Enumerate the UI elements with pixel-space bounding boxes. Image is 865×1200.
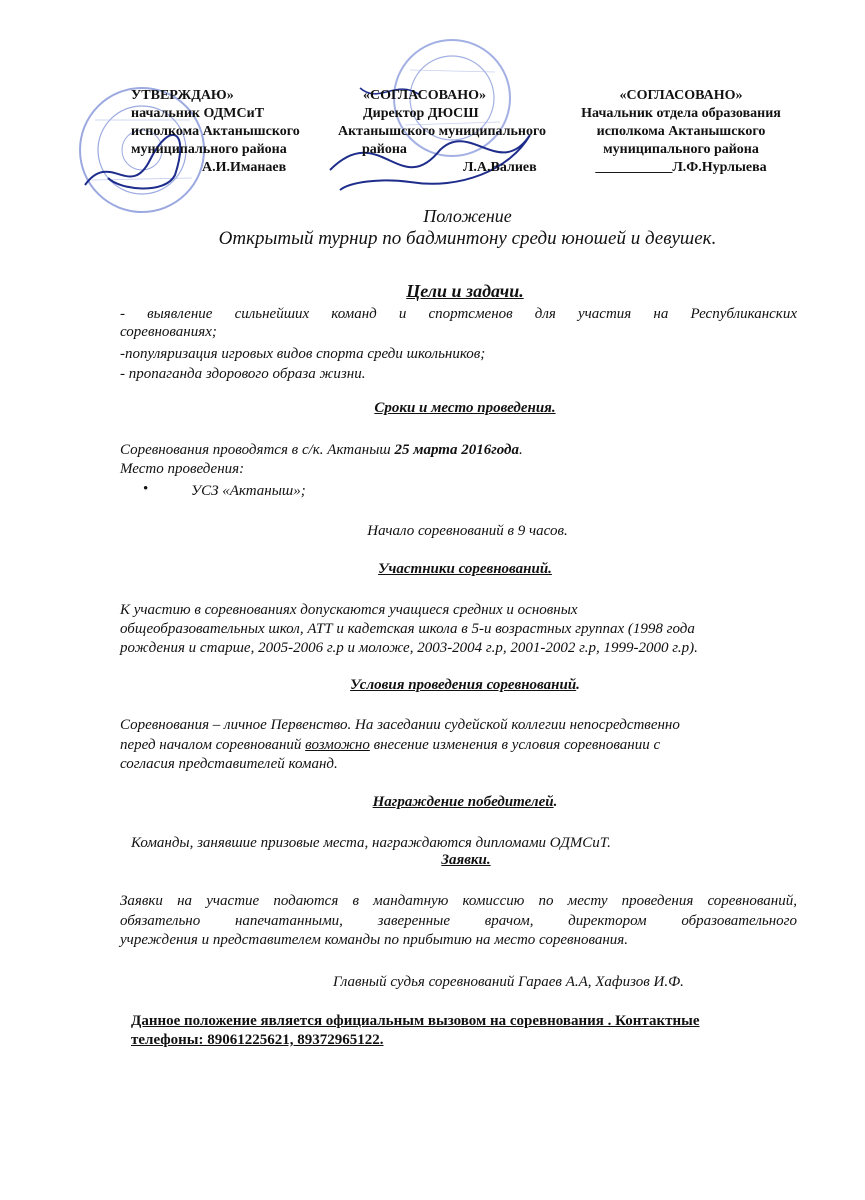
conditions-line-3: согласия представителей команд.: [120, 756, 338, 772]
participants-line-2: общеобразовательных школ, АТТ и кадетская школа в 5-и возрастных группах (1998 года: [120, 621, 695, 637]
awards-heading-wrap: [0, 794, 865, 811]
document-title: Положение: [423, 206, 512, 226]
approval-left-line2: начальник ОДМСиТ: [131, 106, 265, 121]
goals-item-1b: соревнованиях;: [120, 324, 217, 340]
closing-statement: [131, 1012, 700, 1050]
goals-item-2: -популяризация игровых видов спорта среди школьников;: [120, 346, 486, 362]
approval-left-line4: муниципального района: [131, 142, 287, 157]
approval-left-line5: А.И.Иманаев: [202, 160, 287, 175]
approval-right-line5: ___________Л.Ф.Нурлыева: [595, 160, 767, 175]
participants-line-3: рождения и старше, 2005-2006 г.р и моложе, 2003-2004 г.р, 2001-2002 г.р, 1999-2000 г.р).: [120, 640, 698, 656]
approval-left-line1: УТВЕРЖДАЮ»: [131, 88, 234, 103]
conditions-line-2-pre: перед началом соревнований: [120, 737, 306, 753]
goals-item-1a: - выявление сильнейших команд и спортсменов для участия на Республиканских: [120, 306, 797, 322]
conditions-line-2-post: внесение изменения в условия соревновании с: [369, 737, 661, 753]
approval-center-line5: Л.А.Валиев: [463, 160, 537, 175]
conditions-heading-wrap: [0, 677, 865, 694]
dates-line-2: Место проведения:: [120, 461, 245, 477]
approval-center-line2: Директор ДЮСШ: [363, 106, 479, 121]
approval-right-line4: муниципального района: [603, 142, 759, 157]
conditions-line-1: Соревнования – личное Первенство. На заседании судейской коллегии непосредственно: [120, 717, 680, 733]
conditions-line-2: [120, 736, 660, 754]
awards-text: Команды, занявшие призовые места, награждаются дипломами ОДМСиТ.: [131, 835, 611, 851]
awards-heading-dot: .: [553, 794, 558, 810]
conditions-heading-dot: .: [576, 677, 580, 693]
approval-left-line3: исполкома Актанышского: [131, 124, 300, 139]
dates-line-1-text: Соревнования проводятся в с/к. Актаныш: [120, 442, 395, 458]
chief-judge: Главный судья соревнований Гараев А.А, Хафизов И.Ф.: [333, 974, 684, 990]
venue: УСЗ «Актаныш»;: [191, 483, 306, 499]
goals-heading: Цели и задачи.: [406, 281, 524, 301]
start-time: Начало соревнований в 9 часов.: [367, 523, 568, 539]
awards-heading: Награждение победителей: [372, 794, 554, 810]
conditions-line-2-underlined: возможно: [305, 737, 370, 753]
applications-heading: Заявки.: [441, 852, 491, 868]
approval-right-line2: Начальник отдела образования: [581, 106, 781, 121]
closing-line-2: телефоны: 89061225621, 89372965122.: [131, 1032, 384, 1048]
approval-center-line3: Актанышского муниципального: [338, 124, 546, 139]
approval-center-line1: «СОГЛАСОВАНО»: [363, 88, 486, 103]
event-date: 25 марта 2016года: [394, 442, 519, 458]
approval-center-line4: района: [362, 142, 407, 157]
participants-line-1: К участию в соревнованиях допускаются учащиеся средних и основных: [120, 602, 578, 618]
closing-line-1: Данное положение является официальным вызовом на соревнования . Контактные: [131, 1013, 700, 1029]
document-subtitle: Открытый турнир по бадминтону среди юношей и девушек.: [218, 228, 717, 249]
goals-item-3: - пропаганда здорового образа жизни.: [120, 366, 366, 382]
applications-line-3: учреждения и представителем команды по прибытию на место соревнования.: [120, 932, 629, 948]
dates-line-1-end: .: [518, 442, 523, 458]
applications-line-2: обязательно напечатанными, заверенные врачом, директором образовательного: [120, 913, 797, 929]
approval-left: [131, 87, 300, 177]
dates-heading: Сроки и место проведения.: [374, 400, 556, 416]
dates-line-1: [120, 441, 523, 459]
approval-right-line1: «СОГЛАСОВАНО»: [619, 88, 743, 103]
participants-heading: Участники соревнований.: [378, 561, 552, 577]
applications-line-1: Заявки на участие подаются в мандатную комиссию по месту проведения соревнований,: [120, 893, 797, 909]
approval-center: [338, 87, 546, 177]
approval-right-line3: исполкома Актанышского: [596, 124, 766, 139]
bullet-icon: •: [143, 481, 149, 497]
approval-right: [565, 87, 797, 177]
conditions-heading: Условия проведения соревнований: [350, 677, 577, 693]
